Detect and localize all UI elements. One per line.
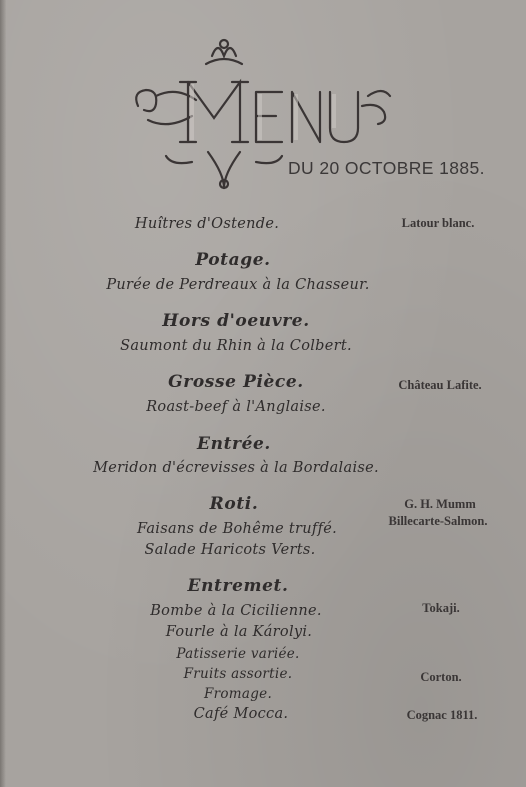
menu-title: MENU [128,34,132,35]
wine-cognac: Cognac 1811. [406,708,478,722]
wine-tokaji: Tokaji. [422,601,460,615]
wine-corton: Corton. [420,670,462,684]
wine-latour: Latour blanc. [401,216,475,230]
course-heading-roti: Roti. [209,494,259,514]
wine-billecarte: Billecarte-Salmon. [388,514,488,528]
dish-entree: Meridon d'écrevisses à la Bordalaise. [93,460,379,476]
course-heading-potage: Potage. [195,250,271,270]
wine-lafite: Château Lafite. [398,378,482,392]
course-heading-entremet: Entremet. [187,576,289,596]
course-heading-grosse: Grosse Pièce. [168,372,304,392]
dish-hors: Saumont du Rhin à la Colbert. [120,338,352,354]
dish-bombe: Bombe à la Cicilienne. [150,603,322,619]
course-heading-entree: Entrée. [197,434,271,454]
dish-patisserie: Patisserie variée. [176,646,300,662]
dish-roti-salade: Salade Haricots Verts. [144,542,316,558]
course-heading-hors: Hors d'oeuvre. [162,311,310,331]
dish-fruits: Fruits assortie. [183,666,293,682]
dish-huitres: Huîtres d'Ostende. [134,216,280,232]
dish-fromage: Fromage. [203,686,273,702]
dish-cafe: Café Mocca. [193,706,289,722]
dish-roti-faisans: Faisans de Bohême truffé. [136,521,338,537]
dish-potage: Purée de Perdreaux à la Chasseur. [106,277,370,293]
wine-mumm: G. H. Mumm [404,497,476,511]
dish-grosse: Roast-beef à l'Anglaise. [146,399,326,415]
dish-fourle: Fourle à la Károlyi. [165,624,313,640]
card-edge [0,0,6,787]
menu-date: DU 20 OCTOBRE 1885. [288,158,485,178]
